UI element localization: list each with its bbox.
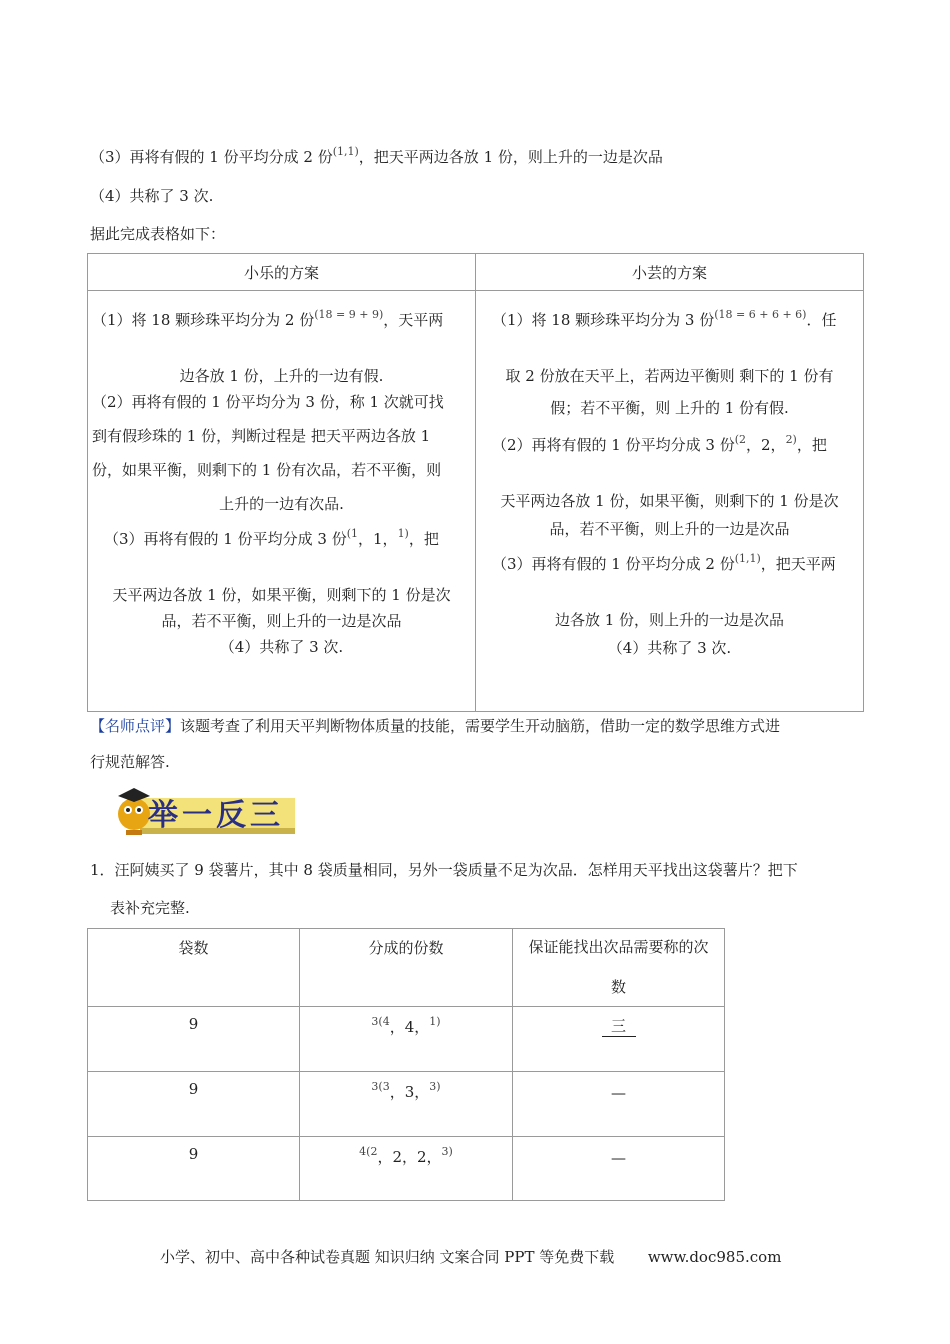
left-p1-expr: (18 = 9 + 9) (314, 308, 384, 321)
right-p1-text: （1）将 18 颗珍珠平均分为 3 份 (492, 311, 715, 329)
row-parts (300, 1072, 513, 1137)
col-times-line1: 保证能找出次品需要称的次 (528, 938, 709, 956)
row-parts (300, 1007, 513, 1072)
row-parts-post: 3) (441, 1145, 453, 1158)
exercise-table (87, 928, 725, 1201)
left-p4: （4）共称了 3 次. (219, 638, 344, 656)
left-p2-line1: （2）再将有假的 1 份平均分为 3 份，称 1 次就可找 (92, 393, 444, 411)
row-parts (300, 1137, 513, 1201)
step3-expr: (1,1) (332, 145, 359, 158)
page-footer (160, 1246, 781, 1267)
footer-text: 小学、初中、高中各种试卷真题 知识归纳 文案合同 PPT 等免费下载 (160, 1248, 615, 1266)
col-times-line2: 数 (610, 978, 626, 996)
left-p3-text: （3）再将有假的 1 份平均分成 3 份 (104, 530, 347, 548)
left-p2-line4: 上升的一边有次品. (219, 495, 344, 513)
teacher-comment (90, 716, 780, 736)
row-bags: 9 (88, 1072, 300, 1137)
row-times (513, 1007, 725, 1072)
right-p3-line2: 边各放 1 份，则上升的一边是次品 (554, 611, 785, 629)
left-p3-line2: 天平两边各放 1 份，如果平衡，则剩下的 1 份是次 (112, 586, 451, 604)
table-row (88, 1137, 725, 1201)
banner-title: 举一反三 (148, 798, 284, 833)
row-times: — (513, 1072, 725, 1137)
right-p1-line2: 取 2 份放在天平上，若两边平衡则 剩下的 1 份有 (505, 367, 834, 385)
lead-line: 据此完成表格如下： (90, 225, 226, 243)
col-times (513, 929, 725, 1007)
xiaole-plan (88, 291, 476, 712)
right-p2-expr2: 2) (785, 433, 797, 446)
left-p1-text-b: ，天平两 (383, 311, 444, 329)
left-p3-text-b: ，把 (408, 530, 439, 548)
header-xiaole: 小乐的方案 (88, 254, 476, 291)
table-row (88, 1072, 725, 1137)
right-p1-expr: (18 = 6 + 6 + 6) (714, 308, 807, 321)
step3-line (90, 142, 663, 167)
left-p3-line3: 品，若不平衡，则上升的一边是次品 (161, 612, 402, 630)
right-p2-line3: 品，若不平衡，则上升的一边是次品 (549, 520, 790, 538)
col-bags: 袋数 (88, 929, 300, 1007)
right-p2-text-b: ，把 (796, 436, 827, 454)
row-parts-pre: 3(3 (371, 1080, 390, 1093)
left-p3-mid: ，1， (358, 530, 398, 548)
right-p2-mid: ，2， (746, 436, 786, 454)
left-p2-line2: 到有假珍珠的 1 份，判断过程是 把天平两边各放 1 (92, 427, 431, 445)
row-times-answer: 三 (602, 1015, 636, 1037)
step3-text-b: ，把天平两边各放 1 份，则上升的一边是次品 (358, 148, 663, 166)
row-parts-pre: 4(2 (359, 1145, 378, 1158)
row-parts-post: 1) (429, 1015, 441, 1028)
exercise-question-line2: 表补充完整. (110, 899, 190, 917)
step4-line: （4）共称了 3 次. (90, 187, 214, 205)
left-p1-line2: 边各放 1 份，上升的一边有假. (179, 367, 384, 385)
practice-banner (108, 780, 298, 836)
row-bags: 9 (88, 1007, 300, 1072)
right-p2-expr1: (2 (734, 433, 747, 446)
row-parts-pre: 3(4 (371, 1015, 390, 1028)
row-parts-mid: ，4， (389, 1018, 430, 1036)
comparison-table (87, 253, 864, 712)
left-p2-line3: 份，如果平衡，则剩下的 1 份有次品，若不平衡，则 (92, 461, 442, 479)
right-p2-line2: 天平两边各放 1 份，如果平衡，则剩下的 1 份是次 (500, 492, 839, 510)
row-parts-mid: ，2，2， (377, 1148, 442, 1166)
right-p3-expr: (1,1) (734, 552, 761, 565)
comment-text: 该题考查了利用天平判断物体质量的技能，需要学生开动脑筋，借助一定的数学思维方式进 (180, 717, 781, 735)
exercise-question: 1．汪阿姨买了 9 袋薯片，其中 8 袋质量相同，另外一袋质量不足为次品．怎样用天平找出这袋薯片？把下 (90, 861, 798, 879)
row-times: — (513, 1137, 725, 1201)
left-p3-expr2: 1) (397, 527, 409, 540)
right-p3-text-b: ，把天平两 (760, 555, 836, 573)
row-parts-post: 3) (429, 1080, 441, 1093)
comment-tag: 【名师点评】 (90, 717, 181, 735)
col-parts: 分成的份数 (300, 929, 513, 1007)
right-p1-text-b: ．任 (806, 311, 837, 329)
table-row (88, 1007, 725, 1072)
row-bags: 9 (88, 1137, 300, 1201)
left-p3-expr1: (1 (346, 527, 359, 540)
right-p3-text: （3）再将有假的 1 份平均分成 2 份 (492, 555, 735, 573)
step3-text: （3）再将有假的 1 份平均分成 2 份 (90, 148, 333, 166)
teacher-comment-line2: 行规范解答. (90, 753, 170, 771)
right-p4: （4）共称了 3 次. (607, 639, 732, 657)
footer-link[interactable]: www.doc985.com (647, 1248, 782, 1266)
right-p2-text: （2）再将有假的 1 份平均分成 3 份 (492, 436, 735, 454)
left-p1-text: （1）将 18 颗珍珠平均分为 2 份 (92, 311, 315, 329)
header-xiaoyun: 小芸的方案 (476, 254, 864, 291)
row-parts-mid: ，3， (389, 1083, 430, 1101)
xiaoyun-plan (476, 291, 864, 712)
right-p1-line3: 假；若不平衡，则 上升的 1 份有假. (550, 399, 789, 417)
